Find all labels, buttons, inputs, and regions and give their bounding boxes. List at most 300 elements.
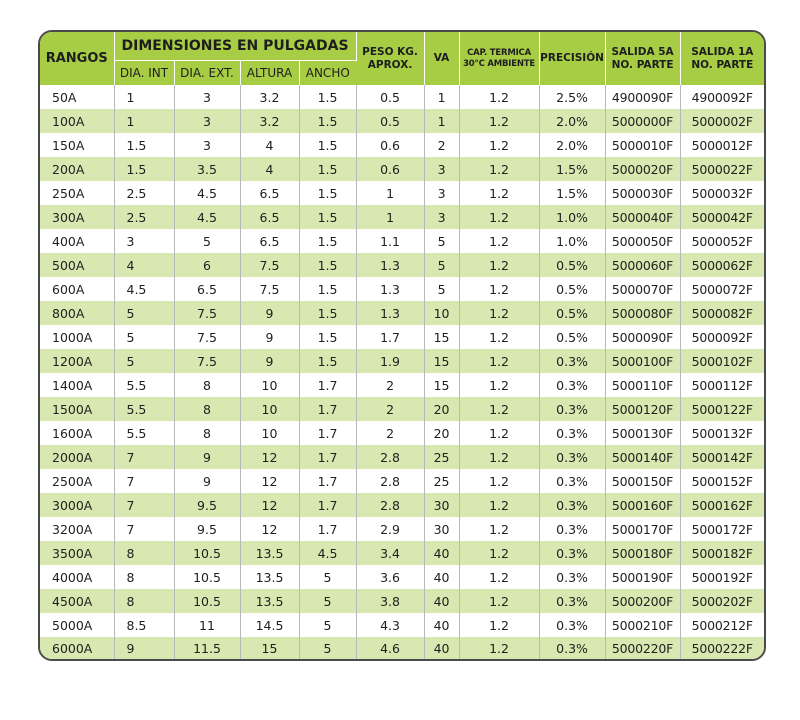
header-s5-line2: NO. PARTE [611, 58, 674, 71]
cell-precision: 0.3% [539, 445, 605, 469]
cell-rango: 250A [40, 181, 114, 205]
cell-altura: 13.5 [240, 589, 299, 613]
cell-peso: 1.3 [356, 277, 424, 301]
header-peso [356, 32, 424, 85]
cell-salida-1a: 5000062F [680, 253, 764, 277]
cell-salida-1a: 5000132F [691, 425, 753, 441]
cell-salida-1a: 5000052F [691, 233, 753, 249]
table-row [40, 565, 764, 589]
cell-dia-int: 4.5 [114, 277, 174, 301]
cell-dia-ext: 5 [174, 229, 240, 253]
cell-va: 15 [424, 349, 459, 373]
cell-peso: 2.8 [356, 445, 424, 469]
cell-dia-int: 1 [114, 85, 174, 109]
cell-dia-int: 4 [114, 253, 174, 277]
cell-salida-1a: 5000022F [680, 157, 764, 181]
table-row [40, 229, 764, 253]
cell-peso: 1.9 [356, 349, 424, 373]
cell-va: 25 [424, 469, 459, 493]
cell-precision: 0.3% [539, 637, 605, 659]
cell-ancho: 1.7 [299, 373, 356, 397]
cell-salida-5a: 5000070F [605, 277, 680, 301]
cell-dia-int: 7 [114, 445, 174, 469]
cell-peso: 1.3 [356, 301, 424, 325]
cell-salida-1a: 5000152F [691, 473, 753, 489]
cell-rango: 2500A [40, 469, 114, 493]
cell-ancho: 1.5 [299, 205, 356, 229]
table-row [40, 421, 764, 445]
cell-altura: 4 [240, 157, 299, 181]
cell-salida-5a: 5000030F [605, 181, 680, 205]
cell-altura: 15 [240, 637, 299, 659]
cell-dia-ext: 10.5 [174, 541, 240, 565]
cell-va: 1 [424, 85, 459, 109]
cell-altura: 10 [240, 397, 299, 421]
cell-dia-int: 1.5 [114, 157, 174, 181]
cell-ancho: 1.7 [299, 421, 356, 445]
cell-ancho: 1.7 [299, 445, 356, 469]
cell-cap-termica: 1.2 [459, 301, 539, 325]
header-va: VA [424, 32, 459, 85]
cell-peso: 2.8 [356, 493, 424, 517]
header-rangos: RANGOS [40, 32, 114, 85]
cell-altura: 9 [240, 349, 299, 373]
cell-va: 25 [424, 445, 459, 469]
cell-precision: 0.3% [539, 493, 605, 517]
cell-peso: 1.1 [356, 229, 424, 253]
table-row [40, 517, 764, 541]
header-s1-line2: NO. PARTE [691, 58, 754, 71]
cell-dia-ext: 10.5 [174, 565, 240, 589]
cell-salida-1a: 5000182F [680, 541, 764, 565]
table-row [40, 85, 764, 109]
cell-dia-int: 7 [114, 517, 174, 541]
cell-altura: 4 [240, 133, 299, 157]
cell-dia-int: 1.5 [114, 133, 174, 157]
cell-dia-int: 9 [114, 637, 174, 659]
cell-precision: 0.5% [539, 277, 605, 301]
cell-dia-ext: 9 [174, 469, 240, 493]
cell-dia-int: 2.5 [114, 205, 174, 229]
cell-rango: 500A [40, 253, 114, 277]
cell-rango: 400A [40, 229, 114, 253]
cell-dia-ext: 10.5 [174, 589, 240, 613]
cell-ancho: 1.5 [299, 301, 356, 325]
cell-precision: 0.5% [539, 325, 605, 349]
table-body [40, 85, 764, 659]
cell-altura: 12 [240, 469, 299, 493]
cell-salida-5a: 5000000F [605, 109, 680, 133]
table-row [40, 373, 764, 397]
cell-altura: 14.5 [240, 613, 299, 637]
header-altura: ALTURA [240, 61, 299, 86]
cell-peso: 0.5 [356, 85, 424, 109]
cell-dia-ext: 11.5 [174, 637, 240, 659]
header-cap-termica [459, 32, 539, 85]
cell-peso: 0.5 [356, 109, 424, 133]
header-dimensiones: DIMENSIONES EN PULGADAS [114, 32, 356, 61]
table-row [40, 541, 764, 565]
table-row [40, 325, 764, 349]
cell-dia-ext: 3 [174, 85, 240, 109]
header-peso-line2: APROX. [367, 58, 413, 71]
cell-ancho: 1.5 [299, 277, 356, 301]
cell-salida-1a: 5000222F [680, 637, 764, 659]
cell-dia-ext: 6.5 [174, 277, 240, 301]
cell-precision: 2.0% [539, 133, 605, 157]
cell-altura: 9 [240, 325, 299, 349]
table-row [40, 277, 764, 301]
cell-altura: 13.5 [240, 565, 299, 589]
cell-rango: 1400A [40, 373, 114, 397]
table-row [40, 397, 764, 421]
cell-salida-5a: 5000110F [605, 373, 680, 397]
cell-salida-5a: 5000180F [605, 541, 680, 565]
cell-salida-1a: 5000102F [680, 349, 764, 373]
cell-rango: 600A [40, 277, 114, 301]
cell-rango: 1200A [40, 349, 114, 373]
cell-salida-5a: 5000200F [605, 589, 680, 613]
cell-salida-1a: 5000092F [691, 329, 753, 345]
cell-ancho: 1.7 [299, 493, 356, 517]
cell-altura: 6.5 [240, 229, 299, 253]
cell-ancho: 1.5 [299, 349, 356, 373]
cell-va: 40 [424, 565, 459, 589]
cell-peso: 3.6 [356, 565, 424, 589]
cell-salida-5a: 5000160F [605, 493, 680, 517]
table-row [40, 133, 764, 157]
cell-dia-ext: 8 [174, 397, 240, 421]
spec-table [40, 32, 764, 659]
cell-salida-5a: 5000100F [605, 349, 680, 373]
cell-dia-ext: 4.5 [174, 181, 240, 205]
cell-dia-int: 5 [114, 301, 174, 325]
cell-salida-5a: 5000170F [605, 517, 680, 541]
cell-ancho: 1.5 [299, 133, 356, 157]
cell-ancho: 5 [299, 613, 356, 637]
cell-rango: 3000A [40, 493, 114, 517]
spec-table-frame [38, 30, 766, 661]
cell-cap-termica: 1.2 [459, 253, 539, 277]
cell-va: 15 [424, 325, 459, 349]
cell-va: 40 [424, 637, 459, 659]
cell-rango: 4500A [40, 589, 114, 613]
cell-rango: 1000A [40, 325, 114, 349]
cell-salida-5a: 5000150F [605, 469, 680, 493]
cell-peso: 2 [356, 421, 424, 445]
cell-cap-termica: 1.2 [459, 421, 539, 445]
header-salida-5a [605, 32, 680, 85]
cell-cap-termica: 1.2 [459, 397, 539, 421]
cell-dia-int: 7 [114, 493, 174, 517]
cell-rango: 4000A [40, 565, 114, 589]
cell-salida-5a: 5000140F [605, 445, 680, 469]
cell-salida-1a: 5000202F [680, 589, 764, 613]
header-dia-int: DIA. INT [114, 61, 174, 86]
cell-cap-termica: 1.2 [459, 349, 539, 373]
cell-salida-5a: 5000090F [605, 325, 680, 349]
cell-altura: 7.5 [240, 277, 299, 301]
cell-precision: 0.5% [539, 253, 605, 277]
cell-peso: 2 [356, 397, 424, 421]
cell-dia-ext: 11 [174, 613, 240, 637]
cell-va: 30 [424, 517, 459, 541]
cell-cap-termica: 1.2 [459, 445, 539, 469]
table-row [40, 253, 764, 277]
cell-peso: 2 [356, 373, 424, 397]
cell-dia-int: 5.5 [114, 421, 174, 445]
cell-salida-5a: 5000050F [605, 229, 680, 253]
cell-precision: 0.3% [539, 349, 605, 373]
cell-va: 40 [424, 541, 459, 565]
header-ancho: ANCHO [299, 61, 356, 86]
cell-salida-1a: 5000032F [691, 185, 753, 201]
cell-cap-termica: 1.2 [459, 229, 539, 253]
cell-salida-1a: 5000212F [691, 617, 753, 633]
cell-ancho: 1.5 [299, 253, 356, 277]
cell-salida-1a: 5000112F [691, 377, 753, 393]
cell-peso: 0.6 [356, 133, 424, 157]
header-s1-line1: SALIDA 1A [691, 45, 754, 58]
cell-dia-ext: 7.5 [174, 349, 240, 373]
cell-salida-5a: 5000120F [605, 397, 680, 421]
header-peso-line1: PESO KG. [362, 45, 418, 58]
cell-altura: 6.5 [240, 181, 299, 205]
cell-altura: 13.5 [240, 541, 299, 565]
cell-precision: 1.0% [539, 229, 605, 253]
cell-cap-termica: 1.2 [459, 85, 539, 109]
header-cap-line1: CAP. TERMICA [467, 47, 531, 58]
cell-ancho: 1.5 [299, 157, 356, 181]
cell-va: 3 [424, 205, 459, 229]
table-row [40, 613, 764, 637]
cell-dia-ext: 7.5 [174, 325, 240, 349]
header-cap-line2: 30°C AMBIENTE [463, 58, 535, 69]
cell-peso: 0.6 [356, 157, 424, 181]
cell-va: 3 [424, 181, 459, 205]
cell-cap-termica: 1.2 [459, 109, 539, 133]
cell-rango: 50A [40, 85, 114, 109]
cell-rango: 3200A [40, 517, 114, 541]
cell-dia-ext: 7.5 [174, 301, 240, 325]
cell-dia-ext: 9.5 [174, 517, 240, 541]
cell-peso: 1.3 [356, 253, 424, 277]
cell-altura: 3.2 [240, 109, 299, 133]
cell-ancho: 1.7 [299, 469, 356, 493]
cell-ancho: 1.5 [299, 85, 356, 109]
cell-rango: 6000A [40, 637, 114, 659]
cell-salida-1a: 5000162F [680, 493, 764, 517]
table-header [40, 32, 764, 85]
header-dia-ext: DIA. EXT. [174, 61, 240, 86]
cell-dia-int: 1 [114, 109, 174, 133]
cell-dia-int: 5 [114, 349, 174, 373]
cell-rango: 200A [40, 157, 114, 181]
cell-precision: 0.5% [539, 301, 605, 325]
cell-salida-1a: 5000122F [680, 397, 764, 421]
cell-rango: 300A [40, 205, 114, 229]
cell-salida-5a: 5000020F [605, 157, 680, 181]
header-s5-line1: SALIDA 5A [611, 45, 674, 58]
cell-salida-5a: 5000010F [605, 133, 680, 157]
cell-cap-termica: 1.2 [459, 589, 539, 613]
cell-dia-int: 5.5 [114, 373, 174, 397]
cell-precision: 0.3% [539, 565, 605, 589]
cell-cap-termica: 1.2 [459, 541, 539, 565]
cell-precision: 2.5% [539, 85, 605, 109]
cell-cap-termica: 1.2 [459, 133, 539, 157]
cell-altura: 10 [240, 373, 299, 397]
cell-salida-5a: 5000060F [605, 253, 680, 277]
cell-dia-int: 8 [114, 541, 174, 565]
cell-peso: 4.6 [356, 637, 424, 659]
cell-altura: 12 [240, 517, 299, 541]
cell-rango: 2000A [40, 445, 114, 469]
cell-rango: 3500A [40, 541, 114, 565]
cell-altura: 12 [240, 493, 299, 517]
cell-ancho: 5 [299, 637, 356, 659]
cell-ancho: 1.5 [299, 109, 356, 133]
cell-salida-1a: 5000192F [691, 569, 753, 585]
cell-va: 5 [424, 229, 459, 253]
cell-va: 15 [424, 373, 459, 397]
cell-va: 2 [424, 133, 459, 157]
cell-cap-termica: 1.2 [459, 373, 539, 397]
cell-rango: 100A [40, 109, 114, 133]
table-row [40, 301, 764, 325]
cell-dia-int: 8 [114, 589, 174, 613]
cell-dia-ext: 3.5 [174, 157, 240, 181]
cell-salida-1a: 5000042F [680, 205, 764, 229]
cell-precision: 0.3% [539, 517, 605, 541]
cell-va: 40 [424, 589, 459, 613]
cell-precision: 1.5% [539, 157, 605, 181]
cell-ancho: 1.7 [299, 397, 356, 421]
cell-dia-ext: 9.5 [174, 493, 240, 517]
cell-altura: 12 [240, 445, 299, 469]
cell-precision: 0.3% [539, 421, 605, 445]
cell-cap-termica: 1.2 [459, 325, 539, 349]
cell-precision: 0.3% [539, 613, 605, 637]
cell-dia-int: 7 [114, 469, 174, 493]
cell-dia-int: 2.5 [114, 181, 174, 205]
cell-cap-termica: 1.2 [459, 277, 539, 301]
cell-dia-ext: 3 [174, 133, 240, 157]
cell-ancho: 1.5 [299, 325, 356, 349]
cell-ancho: 1.5 [299, 229, 356, 253]
cell-precision: 2.0% [539, 109, 605, 133]
cell-dia-ext: 6 [174, 253, 240, 277]
cell-salida-5a: 5000130F [605, 421, 680, 445]
cell-salida-5a: 5000220F [605, 637, 680, 659]
cell-ancho: 1.5 [299, 181, 356, 205]
cell-precision: 1.5% [539, 181, 605, 205]
header-precision: PRECISIÓN [539, 32, 605, 85]
cell-rango: 800A [40, 301, 114, 325]
cell-cap-termica: 1.2 [459, 205, 539, 229]
cell-peso: 2.9 [356, 517, 424, 541]
cell-cap-termica: 1.2 [459, 181, 539, 205]
cell-dia-int: 5.5 [114, 397, 174, 421]
cell-cap-termica: 1.2 [459, 613, 539, 637]
cell-dia-ext: 3 [174, 109, 240, 133]
cell-va: 5 [424, 277, 459, 301]
cell-precision: 0.3% [539, 469, 605, 493]
cell-salida-5a: 5000040F [605, 205, 680, 229]
cell-cap-termica: 1.2 [459, 637, 539, 659]
cell-precision: 0.3% [539, 541, 605, 565]
cell-salida-5a: 4900090F [605, 85, 680, 109]
cell-peso: 1 [356, 181, 424, 205]
cell-salida-1a: 5000172F [691, 521, 753, 537]
table-row [40, 469, 764, 493]
table-row [40, 445, 764, 469]
cell-altura: 3.2 [240, 85, 299, 109]
cell-dia-int: 3 [114, 229, 174, 253]
cell-precision: 0.3% [539, 589, 605, 613]
cell-peso: 3.8 [356, 589, 424, 613]
cell-rango: 1500A [40, 397, 114, 421]
cell-peso: 1 [356, 205, 424, 229]
cell-va: 3 [424, 157, 459, 181]
cell-altura: 10 [240, 421, 299, 445]
cell-cap-termica: 1.2 [459, 469, 539, 493]
cell-ancho: 5 [299, 589, 356, 613]
cell-dia-int: 8.5 [114, 613, 174, 637]
cell-dia-int: 5 [114, 325, 174, 349]
cell-va: 5 [424, 253, 459, 277]
cell-salida-1a: 5000072F [691, 281, 753, 297]
cell-va: 30 [424, 493, 459, 517]
cell-salida-1a: 5000142F [680, 445, 764, 469]
cell-altura: 7.5 [240, 253, 299, 277]
cell-va: 20 [424, 421, 459, 445]
cell-salida-5a: 5000080F [605, 301, 680, 325]
cell-altura: 9 [240, 301, 299, 325]
cell-ancho: 4.5 [299, 541, 356, 565]
cell-precision: 0.3% [539, 373, 605, 397]
cell-va: 20 [424, 397, 459, 421]
cell-ancho: 1.7 [299, 517, 356, 541]
cell-ancho: 5 [299, 565, 356, 589]
cell-cap-termica: 1.2 [459, 493, 539, 517]
cell-rango: 150A [40, 133, 114, 157]
cell-salida-5a: 5000190F [605, 565, 680, 589]
cell-va: 40 [424, 613, 459, 637]
cell-va: 1 [424, 109, 459, 133]
cell-va: 10 [424, 301, 459, 325]
table-row [40, 493, 764, 517]
table-row [40, 349, 764, 373]
cell-rango: 1600A [40, 421, 114, 445]
cell-dia-int: 8 [114, 565, 174, 589]
cell-precision: 1.0% [539, 205, 605, 229]
cell-peso: 4.3 [356, 613, 424, 637]
header-salida-1a [680, 32, 764, 85]
table-row [40, 157, 764, 181]
cell-peso: 1.7 [356, 325, 424, 349]
cell-dia-ext: 8 [174, 421, 240, 445]
cell-peso: 3.4 [356, 541, 424, 565]
cell-rango: 5000A [40, 613, 114, 637]
cell-salida-1a: 5000082F [680, 301, 764, 325]
cell-altura: 6.5 [240, 205, 299, 229]
cell-dia-ext: 8 [174, 373, 240, 397]
table-row [40, 181, 764, 205]
table-row [40, 589, 764, 613]
cell-dia-ext: 9 [174, 445, 240, 469]
table-row [40, 637, 764, 659]
